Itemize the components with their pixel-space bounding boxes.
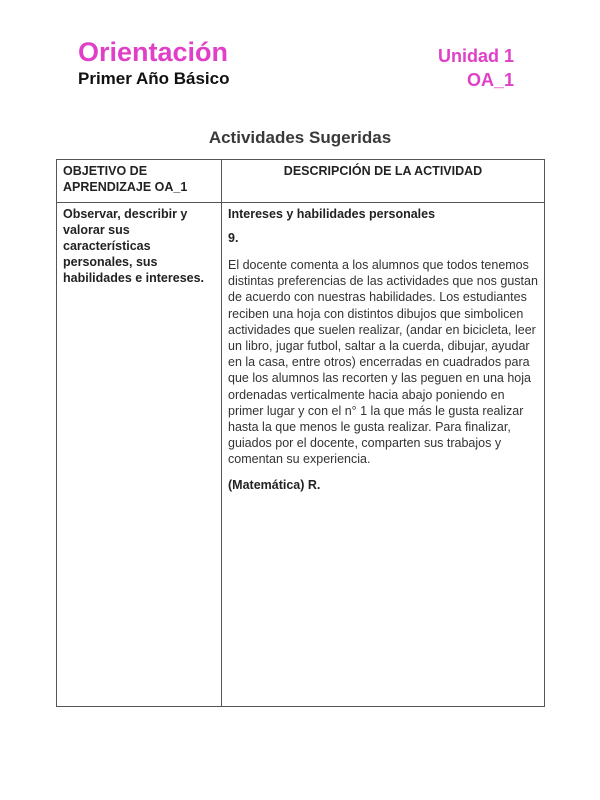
- table-header-row: [57, 160, 545, 203]
- activity-title: Intereses y habilidades personales: [228, 207, 436, 221]
- objective-text: Observar, describir y valorar sus características personales, sus habilidades e intereses.: [57, 203, 222, 707]
- description-column-header: DESCRIPCIÓN DE LA ACTIVIDAD: [222, 160, 545, 203]
- activity-description-cell: [222, 203, 545, 707]
- table-row: [57, 203, 545, 707]
- objective-column-header: OBJETIVO DE APRENDIZAJE OA_1: [57, 160, 222, 203]
- activity-subject-link: (Matemática) R.: [228, 477, 321, 492]
- oa-label: OA_1: [466, 70, 514, 90]
- unit-label: Unidad 1: [437, 46, 514, 66]
- subject-title: Orientación: [78, 37, 229, 67]
- activity-number: 9.: [228, 231, 239, 245]
- activities-table: [56, 159, 545, 707]
- activity-body: El docente comenta a los alumnos que todos tenemos distintas preferencias de las actividades que nos gustan de acuerdo con nuestras habilidades. Los estudiantes reciben una hoja con distintos dibujos que simbolicen actividades que suelen realizar, (andar en bicicleta, leer un libro, jugar futbol, saltar a la cuerda, dibujar, ayudar en la casa, entre otros) encerradas en cuadrados para que los alumnos las recorten y las peguen en una hoja ordenadas verticalmente hacia abajo poniendo en primer lugar y con el n° 1 la que más le gusta realizar hasta la que menos le gusta realizar. Para finalizar, guiados por el docente, comparten sus trabajos y comentan su experiencia.: [228, 258, 538, 467]
- grade-title: Primer Año Básico: [78, 69, 230, 88]
- section-title: Actividades Sugeridas: [208, 128, 392, 147]
